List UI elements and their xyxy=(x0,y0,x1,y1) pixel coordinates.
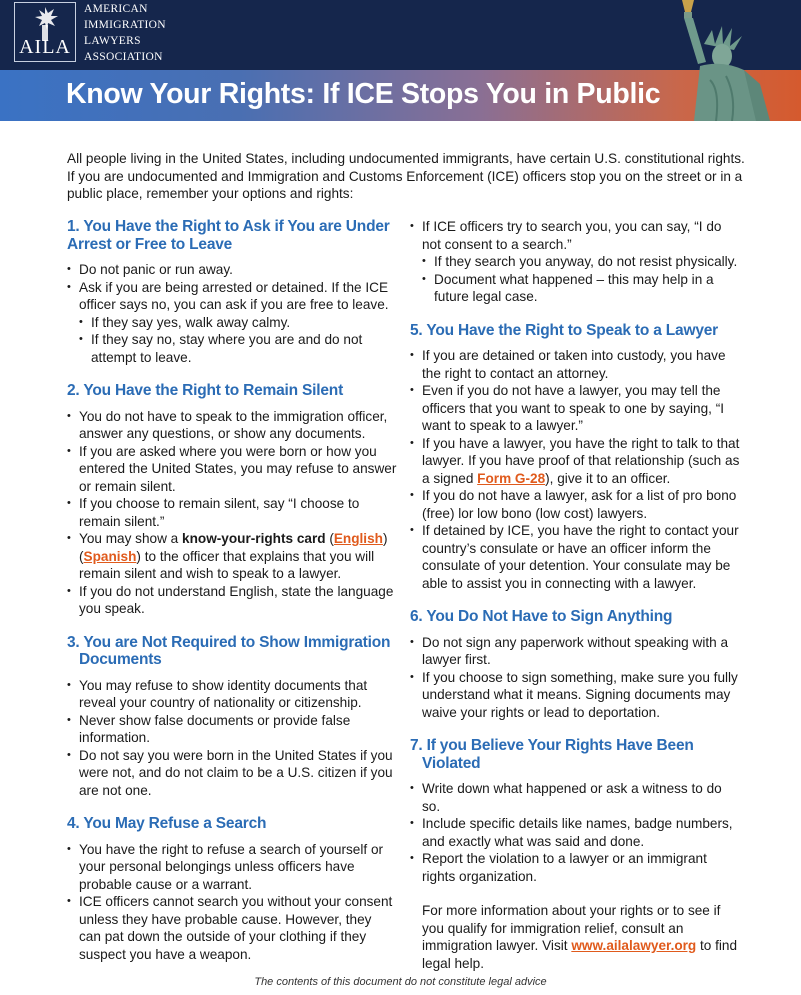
section-heading xyxy=(67,634,397,669)
list-item: • Report the violation to a lawyer or an immigrant rights organization. xyxy=(410,850,740,885)
english-card-link[interactable]: English xyxy=(333,531,383,546)
bullet-list xyxy=(67,677,397,800)
legal-disclaimer: The contents of this document do not constitute legal advice xyxy=(254,976,547,988)
section-heading: 4. You May Refuse a Search xyxy=(67,815,267,832)
sub-list-item: • Document what happened – this may help in a future legal case. xyxy=(410,271,740,306)
list-item: • Do not panic or run away. xyxy=(67,261,397,279)
list-item: • Do not sign any paperwork without speaking with a lawyer first. xyxy=(410,634,740,669)
list-item: • If you do not understand English, state the language you speak. xyxy=(67,583,397,618)
list-item: • Include specific details like names, badge numbers, and exactly what was said and done. xyxy=(410,815,740,850)
statue-of-liberty-image xyxy=(660,0,801,121)
intro-paragraph: All people living in the United States, including undocumented immigrants, have certain U.S. constitutional rights. If you are undocumented and Immigration and Customs Enforcement (ICE) officers stop you on the street or in a public place, remember your options and rights: xyxy=(67,151,745,201)
section-heading: 6. You Do Not Have to Sign Anything xyxy=(410,608,673,625)
list-item: • If you are asked where you were born or how you entered the United States, you may refuse to answer or remain silent. xyxy=(67,443,397,496)
ailalawyer-link[interactable]: www.ailalawyer.org xyxy=(571,938,697,953)
heading-line: Arrest or Free to Leave xyxy=(67,235,233,253)
heading-line: 7. If you Believe Your Rights Have Been xyxy=(410,737,694,754)
sub-list-item: • If they say no, stay where you are and do not attempt to leave. xyxy=(67,331,397,366)
sub-list-item: • If they say yes, walk away calmy. xyxy=(67,314,397,332)
sub-list-item: • If they search you anyway, do not resist physically. xyxy=(410,253,740,271)
more-info-paragraph xyxy=(410,902,740,972)
text: For more information about your rights or to see if you qualify for immigration relief, consult an immigration lawyer. Visit xyxy=(422,903,721,953)
spanish-card-link[interactable]: Spanish xyxy=(83,548,137,564)
org-line: AMERICAN xyxy=(84,3,148,15)
bold-text: know-your-rights card xyxy=(182,531,326,546)
list-item xyxy=(410,435,740,488)
org-line: LAWYERS xyxy=(84,35,141,47)
text: ) to the officer that explains that you will remain silent and wish to speak to a lawyer. xyxy=(79,548,375,581)
text: to find legal help. xyxy=(422,938,738,971)
list-item: • Do not say you were born in the United States if you were not, and do not claim to be a U.S. citizen if you are not one. xyxy=(67,747,397,800)
section-remain-silent xyxy=(67,382,397,618)
bullet-list xyxy=(67,841,397,964)
section-ask-arrest xyxy=(67,218,397,366)
organization-name xyxy=(84,1,166,65)
bullet-list xyxy=(410,347,740,592)
section-lawyer xyxy=(410,322,740,593)
list-item: • Ask if you are being arrested or detained. If the ICE officer says no, you can ask if you are free to leave. xyxy=(67,279,397,314)
right-column xyxy=(410,218,740,988)
section-violated xyxy=(410,737,740,972)
org-line: ASSOCIATION xyxy=(84,51,163,63)
section-search xyxy=(67,815,397,963)
heading-line: 1. You Have the Right to Ask if You are Under xyxy=(67,218,390,235)
text: ), give it to an officer. xyxy=(545,470,671,486)
logo-text: AILA xyxy=(19,36,71,58)
bullet-list xyxy=(67,408,397,618)
list-item: • ICE officers cannot search you without your consent unless they have probable cause. However, they can pat down the outside of your clothing if they suspect you have a weapon. xyxy=(67,893,397,963)
list-item: • If you choose to sign something, make sure you fully understand what it means. Signing documents may waive your rights or lead to deportation. xyxy=(410,669,740,722)
section-heading: 2. You Have the Right to Remain Silent xyxy=(67,382,344,399)
bullet-list xyxy=(67,261,397,366)
page-title: Know Your Rights: If ICE Stops You in Public xyxy=(66,78,661,110)
left-column xyxy=(67,218,397,979)
list-item: • You have the right to refuse a search of yourself or your personal belongings unless officers have probable cause or a warrant. xyxy=(67,841,397,894)
bullet-list xyxy=(410,780,740,885)
section-documents xyxy=(67,634,397,800)
list-item: • If you do not have a lawyer, ask for a list of pro bono (free) lor low bono (low cost) lawyers. xyxy=(410,487,740,522)
section-sign xyxy=(410,608,740,721)
list-item: • You do not have to speak to the immigration officer, answer any questions, or show any documents. xyxy=(67,408,397,443)
text: ( xyxy=(325,531,334,546)
heading-line: 3. You are Not Required to Show Immigration xyxy=(67,633,391,651)
list-item: • You may refuse to show identity documents that reveal your country of nationality or citizenship. xyxy=(67,677,397,712)
heading-line: Documents xyxy=(79,651,162,668)
bullet-list xyxy=(410,218,740,306)
section-heading xyxy=(67,218,397,253)
list-item: • If ICE officers try to search you, you can say, “I do not consent to a search.” xyxy=(410,218,740,253)
section-search-continued xyxy=(410,218,740,306)
text: ) ( xyxy=(79,531,388,564)
section-heading: 5. You Have the Right to Speak to a Lawyer xyxy=(410,321,718,339)
bullet-list xyxy=(410,634,740,722)
text: You may show a xyxy=(79,531,183,546)
section-heading xyxy=(410,737,740,772)
list-item: • If detained by ICE, you have the right to contact your country’s consulate or have an officer inform the consulate of your detention. Your consulate may be able to assist you in connecting with a lawyer. xyxy=(410,522,740,592)
text: If you have a lawyer, you have the right to talk to that lawyer. If you have proof of that relationship (such as a signed xyxy=(422,435,740,486)
form-g28-link[interactable]: Form G-28 xyxy=(477,470,546,486)
aila-logo xyxy=(14,2,76,62)
list-item: • Write down what happened or ask a witness to do so. xyxy=(410,780,740,815)
list-item xyxy=(67,530,397,583)
list-item: • Even if you do not have a lawyer, you may tell the officers that you want to speak to one by saying, “I want to speak to a lawyer.” xyxy=(410,382,740,435)
list-item: • If you are detained or taken into custody, you have the right to contact an attorney. xyxy=(410,347,740,382)
list-item: • If you choose to remain silent, say “I choose to remain silent.” xyxy=(67,495,397,530)
list-item: • Never show false documents or provide false information. xyxy=(67,712,397,747)
org-line: IMMIGRATION xyxy=(84,19,166,31)
heading-line: Violated xyxy=(422,754,481,772)
